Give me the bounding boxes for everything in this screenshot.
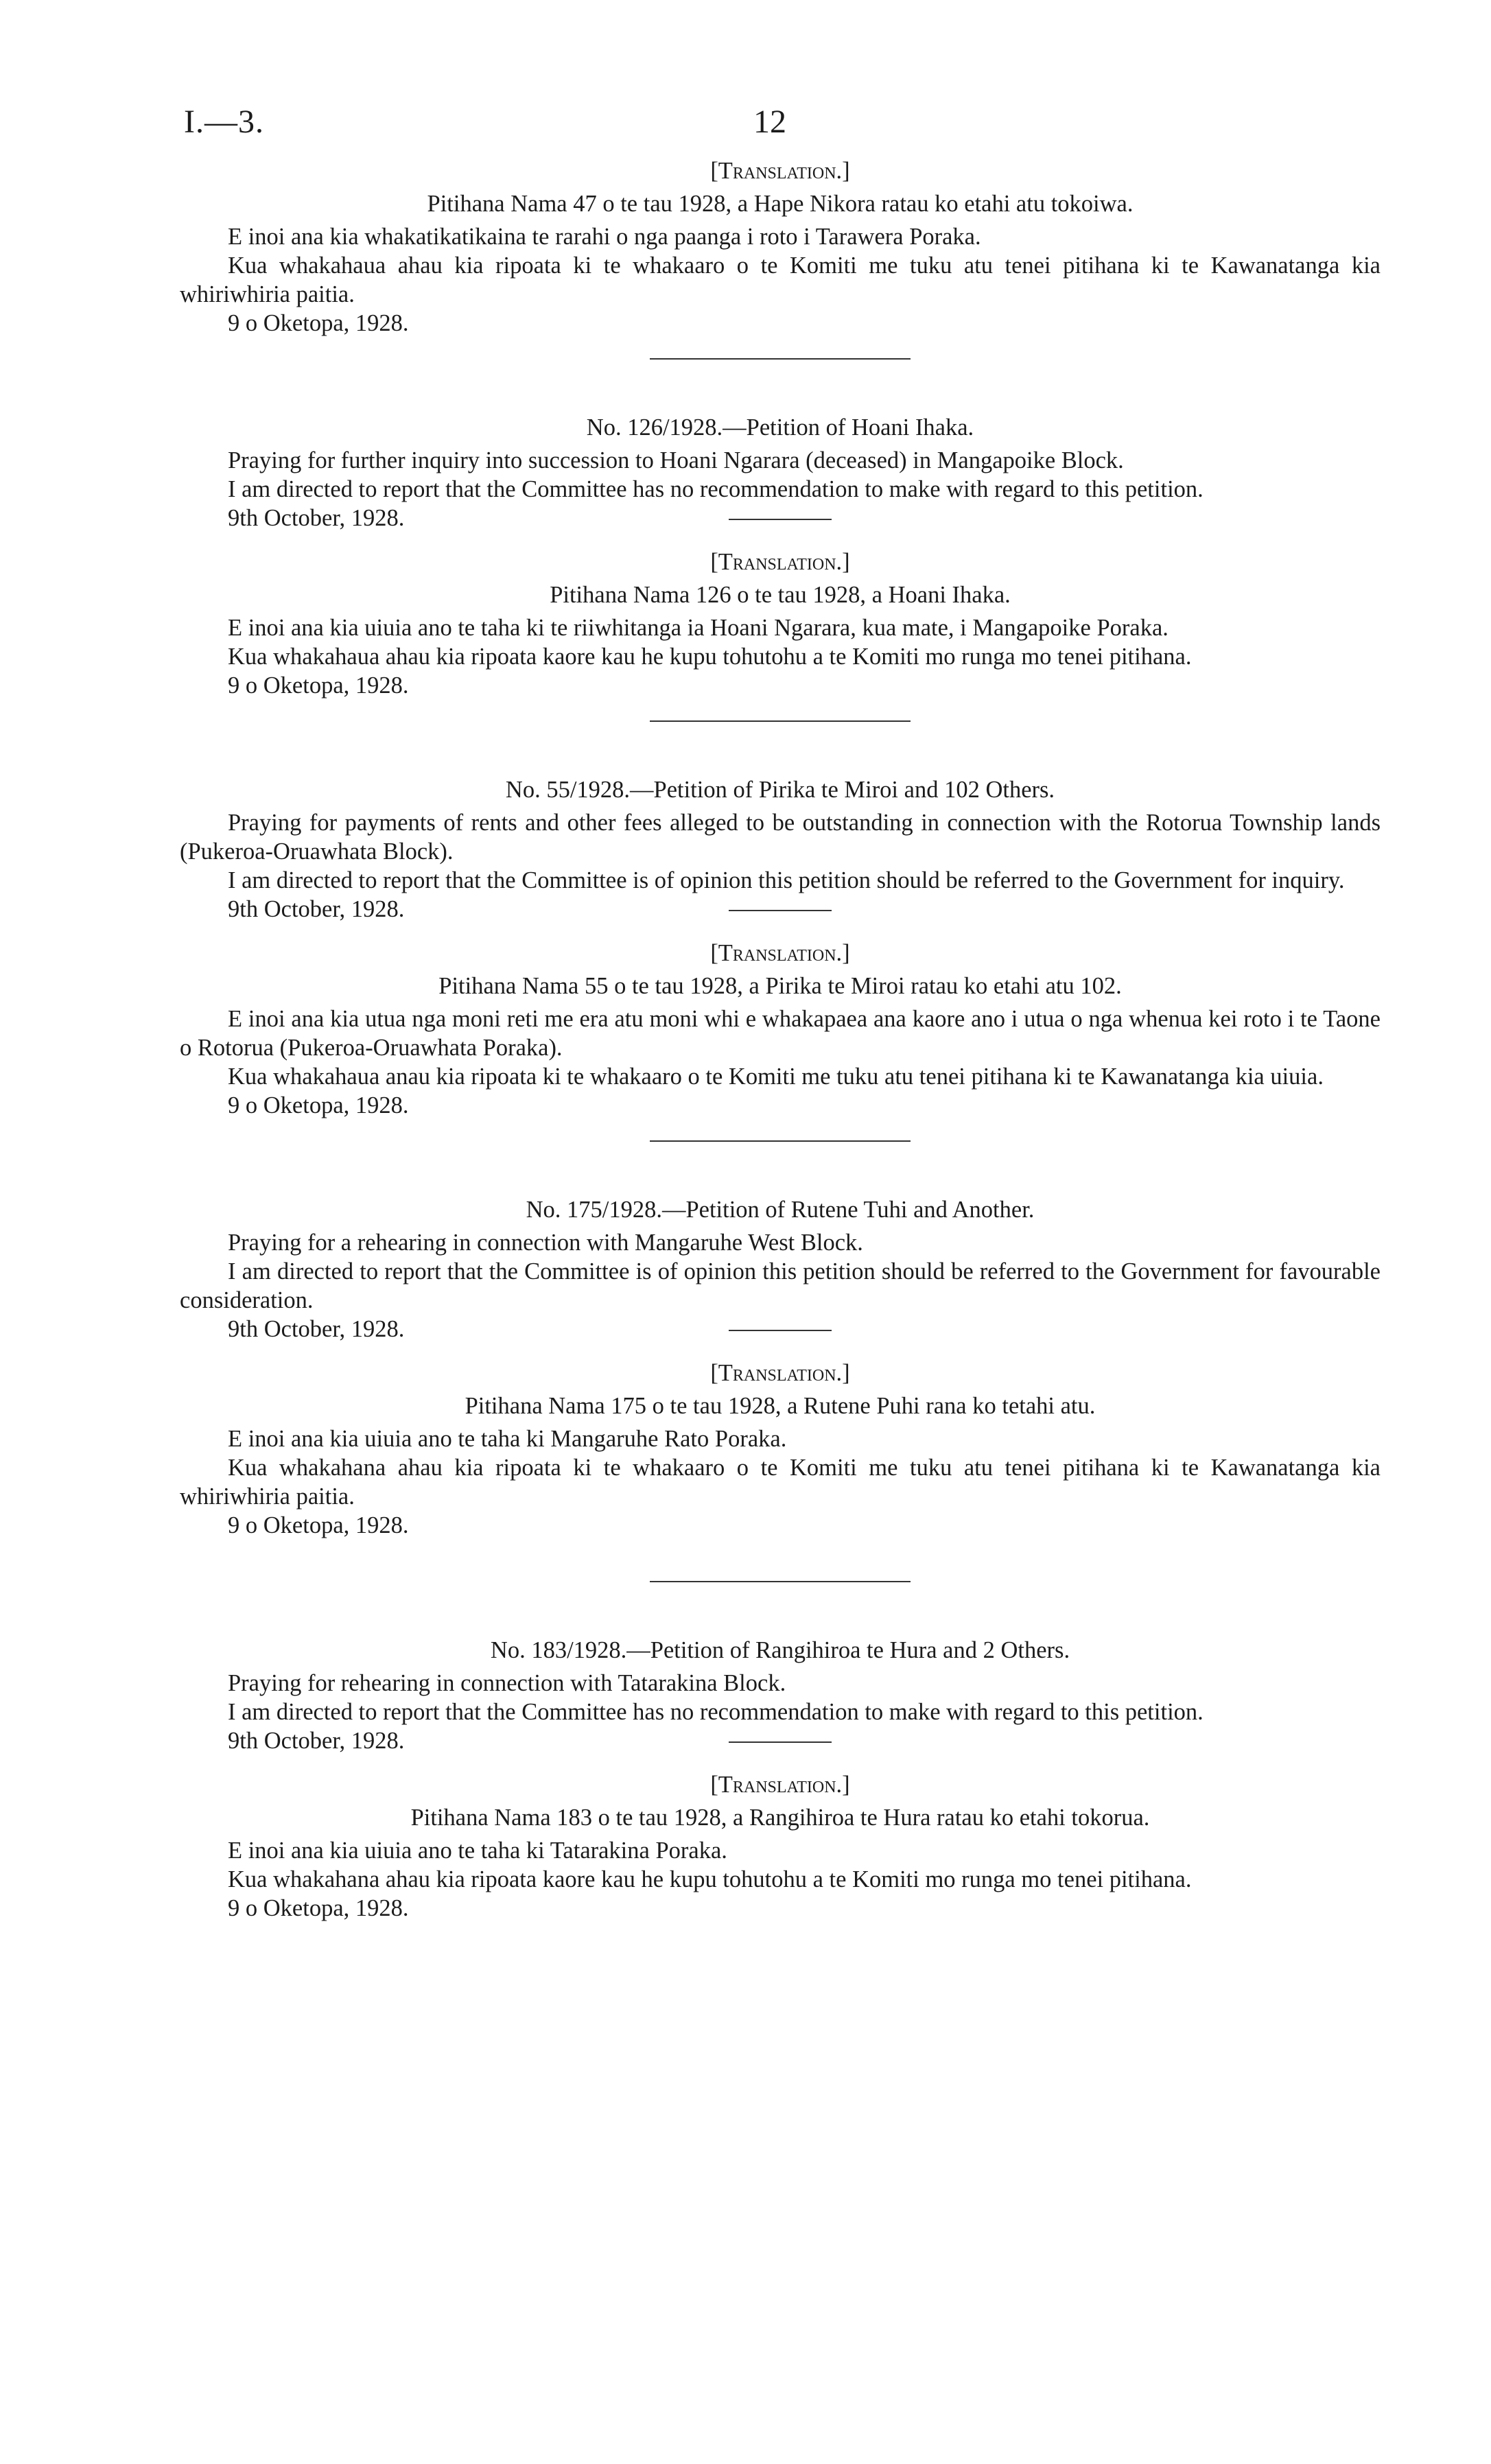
page-number: 12	[753, 104, 786, 140]
petition-report: I am directed to report that the Committee is of opinion this petition should be referred to the Government for favourable consideration.	[180, 1258, 1381, 1313]
translation-title: Pitihana Nama 175 o te tau 1928, a Rutene Puhi rana ko tetahi atu.	[465, 1393, 1096, 1419]
translation-heading: [Translation.]	[710, 1360, 850, 1386]
section-divider	[650, 358, 911, 360]
petition-55	[180, 775, 1381, 1142]
translation-date: 9 o Oketopa, 1928.	[228, 1895, 409, 1921]
petition-date-text: 9th October, 1928.	[228, 896, 405, 922]
translation-title: Pitihana Nama 55 o te tau 1928, a Pirika te Miroi ratau ko etahi atu 102.	[438, 973, 1122, 999]
petition-date	[180, 1315, 1381, 1344]
section-divider	[650, 720, 911, 722]
petition-report: I am directed to report that the Committee has no recommendation to make with regard to this petition.	[228, 1699, 1204, 1725]
translation-divider	[729, 1330, 832, 1331]
petition-date-text: 9th October, 1928.	[228, 1316, 405, 1342]
petition-date-text: 9th October, 1928.	[228, 1728, 405, 1754]
translation-heading: [Translation.]	[710, 158, 850, 184]
translation-title: Pitihana Nama 126 o te tau 1928, a Hoani Ihaka.	[550, 582, 1011, 608]
petition-title: No. 183/1928.—Petition of Rangihiroa te Hura and 2 Others.	[490, 1637, 1070, 1663]
petition-prayer: Praying for a rehearing in connection with Mangaruhe West Block.	[228, 1230, 863, 1256]
intro-translation	[180, 156, 1381, 360]
translation-prayer: E inoi ana kia whakatikatikaina te rarahi o nga paanga i roto i Tarawera Poraka.	[228, 224, 981, 250]
translation-date: 9 o Oketopa, 1928.	[228, 310, 409, 336]
petition-prayer: Praying for rehearing in connection with Tatarakina Block.	[228, 1670, 786, 1696]
petition-date-text: 9th October, 1928.	[228, 505, 405, 531]
petition-date	[180, 895, 1381, 924]
translation-heading: [Translation.]	[710, 1772, 850, 1798]
translation-date: 9 o Oketopa, 1928.	[228, 1512, 409, 1538]
translation-divider	[729, 519, 832, 520]
translation-title: Pitihana Nama 183 o te tau 1928, a Rangihiroa te Hura ratau ko etahi tokorua.	[410, 1805, 1150, 1831]
page-body	[180, 156, 1381, 1923]
page-reference: I.—3.	[184, 104, 264, 140]
petition-183	[180, 1636, 1381, 1923]
translation-report: Kua whakahaua ahau kia ripoata kaore kau he kupu tohutohu a te Komiti mo runga mo tenei pitihana.	[228, 644, 1192, 670]
petition-126	[180, 413, 1381, 722]
translation-report: Kua whakahana ahau kia ripoata kaore kau he kupu tohutohu a te Komiti mo runga mo tenei pitihana.	[228, 1866, 1192, 1892]
petition-report: I am directed to report that the Committee has no recommendation to make with regard to this petition.	[228, 476, 1204, 502]
translation-date: 9 o Oketopa, 1928.	[228, 672, 409, 699]
translation-heading: [Translation.]	[710, 549, 850, 575]
translation-divider	[729, 1741, 832, 1743]
translation-prayer: E inoi ana kia utua nga moni reti me era atu moni whi e whakapaea ana kaore ano i utua o nga whenua kei roto i te Taone o Rotorua (Pukeroa-Oruawhata Poraka).	[180, 1006, 1381, 1061]
petition-title: No. 175/1928.—Petition of Rutene Tuhi and Another.	[526, 1197, 1035, 1223]
translation-divider	[729, 910, 832, 911]
petition-title: No. 55/1928.—Petition of Pirika te Miroi and 102 Others.	[505, 777, 1055, 803]
petition-date	[180, 1726, 1381, 1755]
petition-175	[180, 1195, 1381, 1582]
petition-prayer: Praying for further inquiry into succession to Hoani Ngarara (deceased) in Mangapoike Block.	[228, 447, 1124, 473]
translation-heading: [Translation.]	[710, 940, 850, 966]
translation-report: Kua whakahaua ahau kia ripoata ki te whakaaro o te Komiti me tuku atu tenei pitihana ki te Kawanatanga kia whiriwhiria paitia.	[180, 253, 1381, 307]
translation-title: Pitihana Nama 47 o te tau 1928, a Hape Nikora ratau ko etahi atu tokoiwa.	[427, 191, 1134, 217]
petition-date	[180, 504, 1381, 532]
translation-report: Kua whakahana ahau kia ripoata ki te whakaaro o te Komiti me tuku atu tenei pitihana ki te Kawanatanga kia whiriwhiria paitia.	[180, 1455, 1381, 1510]
section-divider	[650, 1140, 911, 1142]
translation-prayer: E inoi ana kia uiuia ano te taha ki Tatarakina Poraka.	[228, 1838, 727, 1864]
translation-date: 9 o Oketopa, 1928.	[228, 1092, 409, 1118]
petition-prayer: Praying for payments of rents and other fees alleged to be outstanding in connection with the Rotorua Township lands (Pukeroa-Oruawhata Block).	[180, 810, 1381, 865]
petition-title: No. 126/1928.—Petition of Hoani Ihaka.	[586, 414, 974, 441]
translation-report: Kua whakahaua anau kia ripoata ki te whakaaro o te Komiti me tuku atu tenei pitihana ki te Kawanatanga kia uiuia.	[228, 1064, 1324, 1090]
translation-prayer: E inoi ana kia uiuia ano te taha ki Mangaruhe Rato Poraka.	[228, 1426, 787, 1452]
translation-prayer: E inoi ana kia uiuia ano te taha ki te riiwhitanga ia Hoani Ngarara, kua mate, i Mangapoike Poraka.	[228, 615, 1169, 641]
petition-report: I am directed to report that the Committee is of opinion this petition should be referred to the Government for inquiry.	[228, 867, 1345, 893]
section-divider	[650, 1581, 911, 1582]
